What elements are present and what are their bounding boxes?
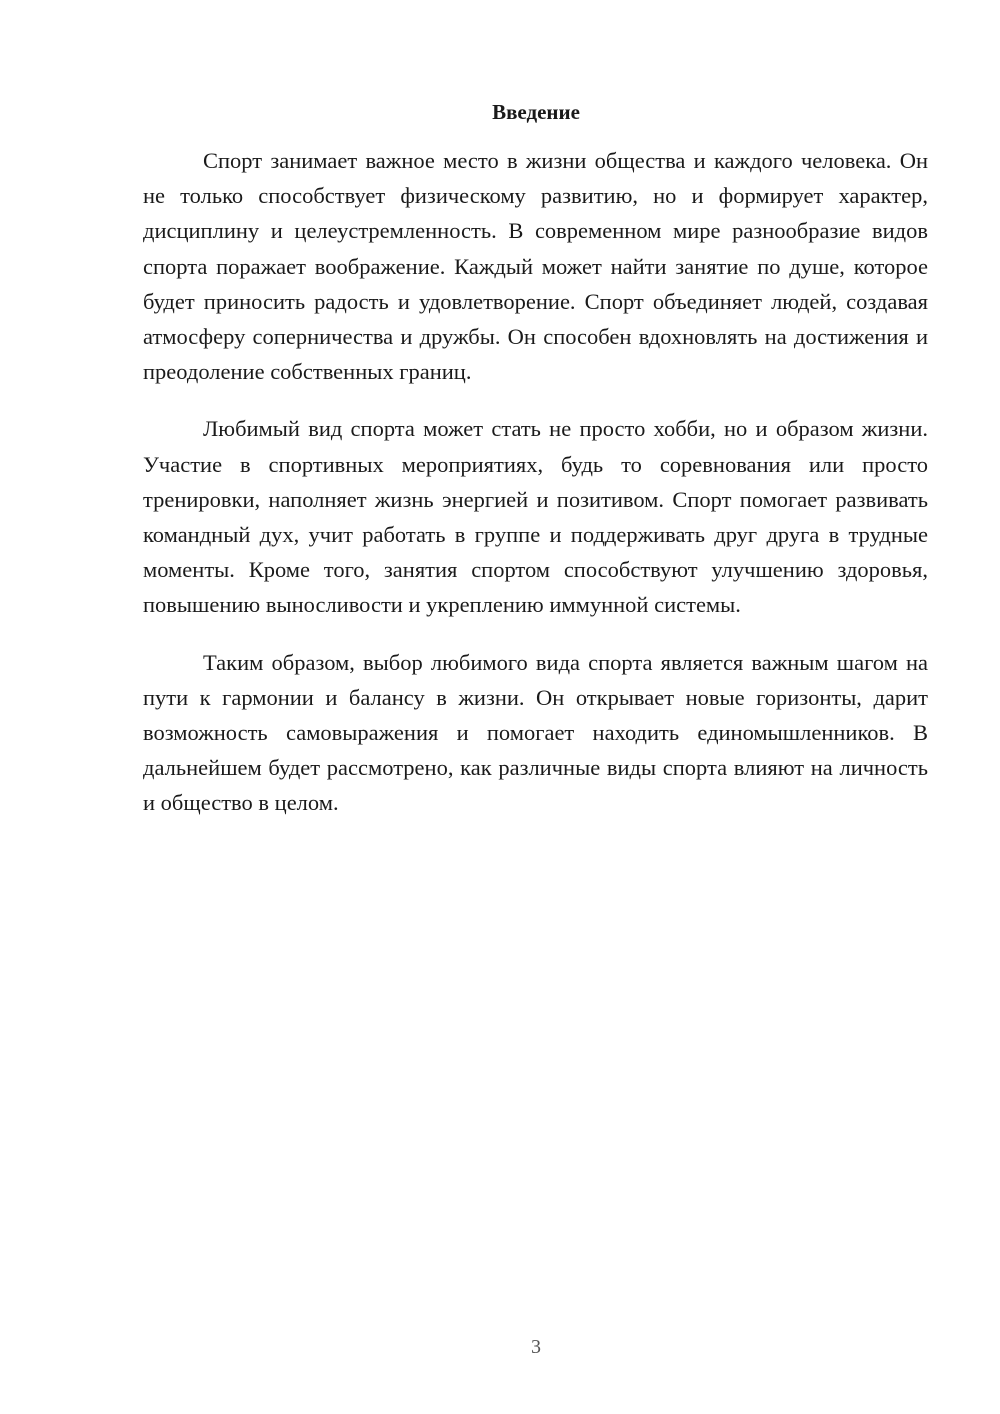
- body-text: [143, 143, 928, 843]
- paragraph-3: Таким образом, выбор любимого вида спорта является важным шагом на пути к гармонии и балансу в жизни. Он открывает новые горизонты, дарит возможность самовыражения и помогает находить единомышленников. В дальнейшем будет рассмотрено, как различные виды спорта влияют на личность и общество в целом.: [143, 649, 928, 816]
- page-title: Введение: [492, 100, 580, 124]
- paragraph-2: Любимый вид спорта может стать не просто хобби, но и образом жизни. Участие в спортивных мероприятиях, будь то соревнования или просто тренировки, наполняет жизнь энергией и позитивом. Спорт помогает развивать командный дух, учит работать в группе и поддерживать друг друга в трудные моменты. Кроме того, занятия спортом способствуют улучшению здоровья, повышению выносливости и укреплению иммунной системы.: [143, 416, 928, 618]
- page-number: 3: [531, 1336, 541, 1358]
- paragraph-1: Спорт занимает важное место в жизни общества и каждого человека. Он не только способствует физическому развитию, но и формирует характер, дисциплину и целеустремленность. В современном мире разнообразие видов спорта поражает воображение. Каждый может найти занятие по душе, которое будет приносить радость и удовлетворение. Спорт объединяет людей, создавая атмосферу соперничества и дружбы. Он способен вдохновлять на достижения и преодоление собственных границ.: [143, 148, 928, 385]
